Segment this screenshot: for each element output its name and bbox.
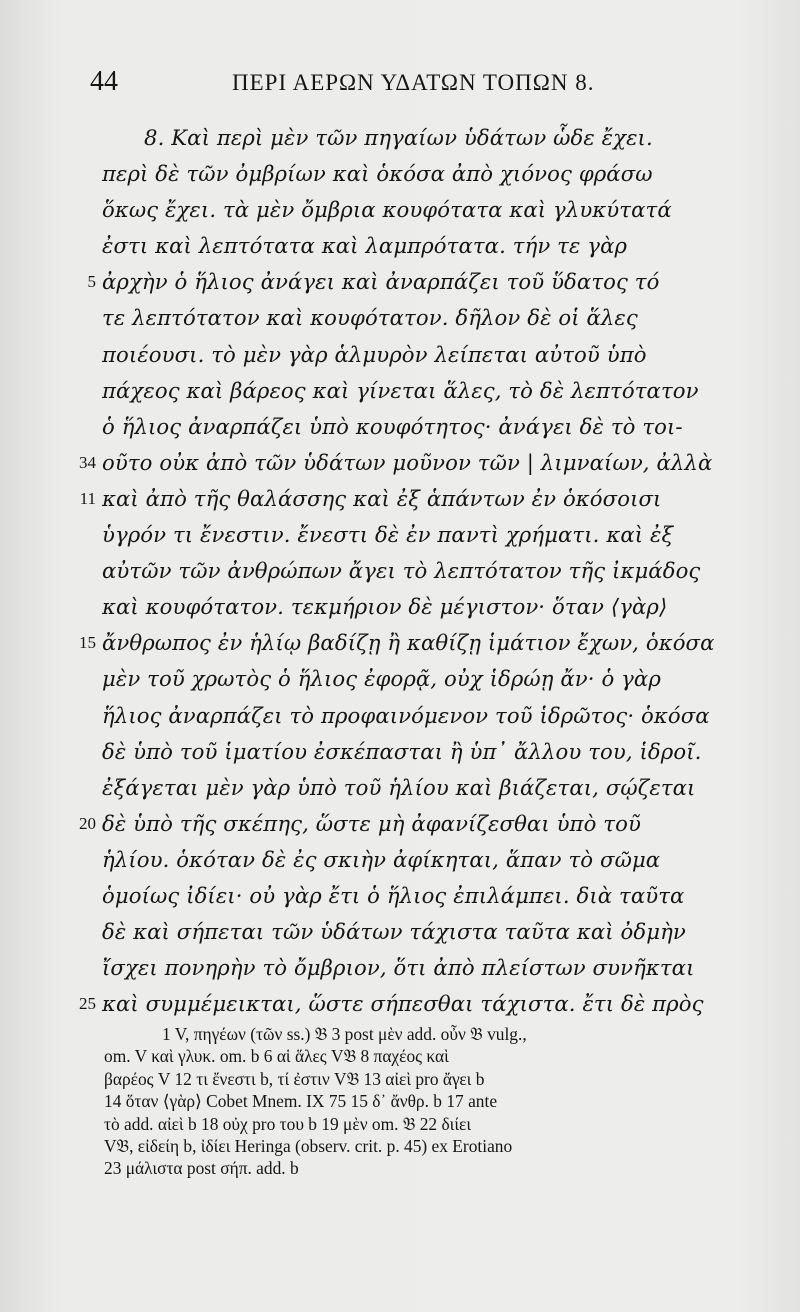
- line-text: ὅκως ἔχει. τὰ μὲν ὄμβρια κουφότατα καὶ γλυκύτατά: [102, 197, 672, 223]
- footnote-text: βαρέος V 12 τι ἔνεστι b, τί ἐστιν V𝔅 13 αἰεὶ pro ἄγει b: [104, 1068, 485, 1089]
- text-line: [0, 445, 800, 481]
- line-text: ὑγρόν τι ἔνεστιν. ἔνεστι δὲ ἐν παντὶ χρήματι. καὶ ἐξ: [102, 522, 674, 548]
- line-text: ἀρχὴν ὁ ἥλιος ἀνάγει καὶ ἀναρπάζει τοῦ ὕδατος τό: [102, 269, 660, 295]
- text-line: [0, 517, 800, 553]
- line-text: ἄνθρωπος ἐν ἡλίῳ βαδίζῃ ἢ καθίζῃ ἱμάτιον ἔχων, ὁκόσα: [102, 630, 715, 656]
- footnote-line: [0, 1113, 800, 1135]
- line-text: ὁ ἥλιος ἀναρπάζει ὑπὸ κουφότητος· ἀνάγει δὲ τὸ τοι-: [102, 413, 683, 439]
- footnote-line: [0, 1068, 800, 1090]
- text-line: [0, 300, 800, 336]
- line-text: ποιέουσι. τὸ μὲν γὰρ ἁλμυρὸν λείπεται αὐτοῦ ὑπὸ: [102, 341, 647, 367]
- text-line: [0, 120, 800, 156]
- text-line: [0, 228, 800, 264]
- line-text: δὲ καὶ σήπεται τῶν ὑδάτων τάχιστα ταῦτα καὶ ὀδμὴν: [102, 919, 686, 945]
- footnote-text: V𝔅, εἰδείη b, ἰδίει Heringa (observ. crit. p. 45) ex Erotiano: [104, 1135, 513, 1156]
- line-number: 15: [79, 633, 96, 653]
- text-line: [0, 192, 800, 228]
- footnote-text: τὸ add. αἰεὶ b 18 οὐχ pro του b 19 μὲν om. 𝔅 22 διίει: [104, 1113, 471, 1134]
- line-text: ἴσχει πονηρὴν τὸ ὄμβριον, ὅτι ἀπὸ πλείστων συνῆκται: [102, 955, 695, 981]
- text-line: [0, 734, 800, 770]
- text-line: [0, 878, 800, 914]
- line-number: 34: [79, 452, 96, 472]
- critical-apparatus: [0, 1023, 800, 1180]
- line-text: δὲ ὑπὸ τοῦ ἱματίου ἐσκέπασται ἢ ὑπ᾽ ἄλλου του, ἱδροῖ.: [102, 738, 702, 764]
- line-text: ἐστι καὶ λεπτότατα καὶ λαμπρότατα. τήν τε γὰρ: [102, 233, 628, 259]
- footnote-line: [0, 1135, 800, 1157]
- line-text: μὲν τοῦ χρωτὸς ὁ ἥλιος ἐφορᾷ, οὐχ ἱδρώῃ ἄν· ὁ γὰρ: [102, 666, 661, 692]
- footnote-line: [0, 1045, 800, 1067]
- text-line: [0, 156, 800, 192]
- text-line: [0, 337, 800, 373]
- footnote-text: 14 ὅταν ⟨γὰρ⟩ Cobet Mnem. IX 75 15 δ᾽ ἄνθρ. b 17 ante: [104, 1091, 498, 1112]
- line-text: ὁμοίως ἰδίει· οὐ γὰρ ἔτι ὁ ἥλιος ἐπιλάμπει. διὰ ταῦτα: [102, 882, 685, 908]
- line-text: αὐτῶν τῶν ἀνθρώπων ἄγει τὸ λεπτότατον τῆς ἰκμάδος: [102, 558, 701, 584]
- footnote-text: 23 μάλιστα post σήπ. add. b: [104, 1158, 299, 1179]
- line-text: ἐξάγεται μὲν γὰρ ὑπὸ τοῦ ἡλίου καὶ βιάζεται, σῴζεται: [102, 774, 696, 800]
- text-line: [0, 698, 800, 734]
- text-line: [0, 661, 800, 697]
- text-line: [0, 553, 800, 589]
- line-text: καὶ συμμέμεικται, ὥστε σήπεσθαι τάχιστα. ἔτι δὲ πρὸς: [102, 991, 704, 1017]
- line-text: 8. Καὶ περὶ μὲν τῶν πηγαίων ὑδάτων ὧδε ἔχει.: [144, 125, 653, 150]
- text-line: [0, 770, 800, 806]
- page-header: [90, 66, 770, 98]
- text-line: [0, 950, 800, 986]
- text-line: [0, 842, 800, 878]
- line-number: 11: [79, 488, 96, 508]
- text-line: [0, 914, 800, 950]
- line-text: πάχεος καὶ βάρεος καὶ γίνεται ἅλες, τὸ δὲ λεπτότατον: [102, 377, 699, 403]
- page-number: 44: [90, 66, 118, 97]
- main-text: [0, 120, 800, 1022]
- line-text: ἡλίου. ὁκόταν δὲ ἐς σκιὴν ἀφίκηται, ἅπαν τὸ σῶμα: [102, 846, 661, 872]
- text-line: [0, 264, 800, 300]
- line-text: τε λεπτότατον καὶ κουφότατον. δῆλον δὲ οἱ ἅλες: [102, 305, 638, 331]
- line-number: 20: [79, 813, 96, 833]
- line-text: ἥλιος ἀναρπάζει τὸ προφαινόμενον τοῦ ἱδρῶτος· ὁκόσα: [102, 702, 710, 728]
- line-text: περὶ δὲ τῶν ὀμβρίων καὶ ὁκόσα ἀπὸ χιόνος φράσω: [102, 161, 653, 187]
- text-line: [0, 806, 800, 842]
- text-line: [0, 373, 800, 409]
- line-text: οῦτο οὐκ ἀπὸ τῶν ὑδάτων μοῦνον τῶν | λιμναίων, ἀλλὰ: [102, 449, 713, 475]
- text-line: [0, 625, 800, 661]
- footnote-line: [0, 1023, 800, 1045]
- line-number: 5: [87, 272, 96, 292]
- line-text: καὶ κουφότατον. τεκμήριον δὲ μέγιστον· ὅταν ⟨γὰρ⟩: [102, 594, 668, 620]
- footnote-text: 1 V, πηγέων (τῶν ss.) 𝔅 3 post μὲν add. οὖν 𝔅 vulg.,: [162, 1024, 527, 1044]
- footnote-text: om. V καὶ γλυκ. om. b 6 αἱ ἅλες V𝔅 8 παχέος καὶ: [104, 1046, 449, 1067]
- line-number: 25: [79, 994, 96, 1014]
- text-line: [0, 409, 800, 445]
- footnote-line: [0, 1090, 800, 1112]
- text-line: [0, 481, 800, 517]
- running-head: ΠΕΡΙ ΑΕΡΩΝ ΥΔΑΤΩΝ ΤΟΠΩΝ 8.: [232, 70, 595, 95]
- line-text: καὶ ἀπὸ τῆς θαλάσσης καὶ ἐξ ἁπάντων ἐν ὁκόσοισι: [102, 485, 662, 511]
- line-text: δὲ ὑπὸ τῆς σκέπης, ὥστε μὴ ἀφανίζεσθαι ὑπὸ τοῦ: [102, 810, 641, 836]
- text-line: [0, 986, 800, 1022]
- footnote-line: [0, 1157, 800, 1179]
- text-line: [0, 589, 800, 625]
